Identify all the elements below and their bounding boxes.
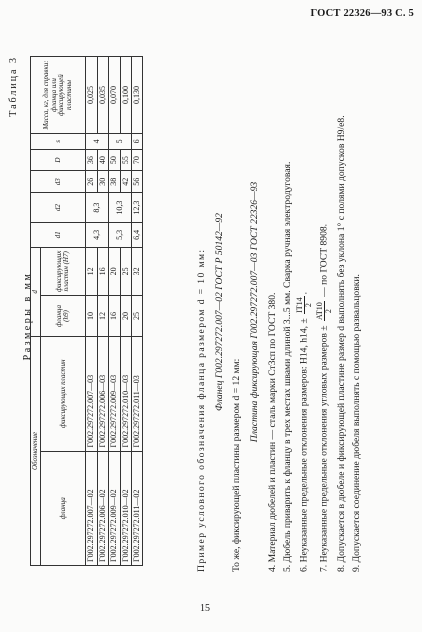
note-item-6-pm: ± — [298, 318, 310, 324]
header-d-flange: фланца (h9) — [41, 296, 86, 337]
cell-mass: 0,070 — [109, 57, 120, 134]
cell-d1: 5,3 — [109, 223, 132, 247]
note-item-7-end: — по ГОСТ 8908. — [318, 223, 330, 297]
cell-d-flange: 25 — [131, 296, 142, 337]
header-designation: Обозначение — [31, 337, 41, 566]
cell-flange: Г002.297272.009—02 — [109, 451, 120, 565]
note-item-7 — [316, 52, 333, 572]
table-row — [120, 57, 131, 566]
sizes-table — [30, 56, 143, 566]
fraction-denominator: 2 — [324, 309, 334, 314]
cell-d-flange: 20 — [120, 296, 131, 337]
cell-d3: 38 — [109, 171, 120, 193]
cell-s: 6 — [131, 134, 142, 150]
cell-mass: 0,035 — [97, 57, 108, 134]
cell-flange: Г002.297272.011—02 — [131, 451, 142, 565]
cell-d-fixing: 25 — [120, 247, 131, 295]
cell-d-fixing: 12 — [86, 247, 97, 295]
header-fixing: фиксирующих пластин — [41, 337, 86, 451]
cell-d-fixing: 20 — [109, 247, 120, 295]
header-text: ГОСТ 22326—93 С. 5 — [310, 8, 414, 19]
note-item-7-pm: ± — [318, 325, 330, 331]
cell-mass: 0,025 — [86, 57, 97, 134]
cell-s: 4 — [86, 134, 109, 150]
example-intro: Пример условного обозначения фланца размером d = 10 мм: — [196, 248, 207, 572]
cell-fixing: Г002.297272.006—03 — [97, 337, 108, 451]
note-item-7-fraction — [316, 301, 333, 321]
cell-fixing: Г002.297272.007—03 — [86, 337, 97, 451]
cell-d-fixing: 32 — [131, 247, 142, 295]
example-plate: Пластина фиксирующая Г002.297272.007—03 ГОСТ 22326—93 — [249, 181, 261, 443]
cell-fixing: Г002.297272.010—03 — [120, 337, 131, 451]
cell-d-flange: 10 — [86, 296, 97, 337]
cell-d3: 30 — [97, 171, 108, 193]
header-d2: d2 — [31, 192, 86, 222]
cell-d3: 42 — [120, 171, 131, 193]
sizes-label: Размеры в мм — [22, 271, 33, 361]
note-item-7-text: 7. Неуказанные предельные отклонения угловых размеров — [318, 333, 330, 572]
cell-d-flange: 16 — [109, 296, 120, 337]
cell-flange: Г002.297272.010—02 — [120, 451, 131, 565]
cell-d-fixing: 16 — [97, 247, 108, 295]
cell-flange: Г002.297272.007—02 — [86, 451, 97, 565]
cell-D: 50 — [109, 149, 120, 171]
header-d1: d1 — [31, 223, 86, 247]
cell-D: 36 — [86, 149, 97, 171]
cell-mass: 0,100 — [120, 57, 131, 134]
cell-D: 40 — [97, 149, 108, 171]
header-d3: d3 — [31, 171, 86, 193]
header-mass: Масса, кг, для справки: фланца или фиксирующей пластины — [31, 57, 86, 134]
table-row — [109, 57, 120, 566]
note-item-6-fraction — [296, 296, 313, 314]
cell-flange: Г002.297272.006—02 — [97, 451, 108, 565]
cell-d3: 56 — [131, 171, 142, 193]
header-d-fixing: фиксирующих пластин (H7) — [41, 247, 86, 295]
fraction-numerator: AT10 — [315, 302, 325, 321]
table-label: Таблица 3 — [8, 56, 19, 117]
fraction-denominator: 2 — [304, 303, 314, 308]
table-row — [97, 57, 108, 566]
note-item-6-end: . — [298, 291, 310, 295]
table-row — [131, 57, 142, 566]
note-item-9: 9. Допускается соединение дюбеля выполнять с помощью развальцовки. — [350, 274, 362, 572]
header-d-group: d — [31, 247, 41, 336]
cell-s: 5 — [109, 134, 132, 150]
cell-fixing: Г002.297272.009—03 — [109, 337, 120, 451]
fraction-numerator: IT14 — [295, 297, 305, 313]
note-item-6 — [296, 52, 313, 572]
cell-d1: 4,3 — [86, 223, 109, 247]
cell-d2: 8,3 — [86, 192, 109, 222]
note-item-8: 8. Допускается в дюбеле и фиксирующей пластине размер d выполнять без уклона 1° с полями допусков H9/e8. — [336, 115, 348, 572]
cell-mass: 0,130 — [131, 57, 142, 134]
notes-block — [196, 52, 366, 572]
header-flange: фланца — [41, 451, 86, 565]
cell-D: 55 — [120, 149, 131, 171]
page-number: 15 — [200, 603, 210, 614]
note-item-5: 5. Дюбель приварить к фланцу в трех местах швами длиной 3...5 мм. Сварка ручная электродуговая. — [281, 161, 293, 572]
header-s: s — [31, 134, 86, 150]
header-D: D — [31, 149, 86, 171]
example-same: То же, фиксирующей пластины размером d = 12 мм: — [231, 358, 243, 572]
cell-d2: 10,3 — [109, 192, 132, 222]
cell-d3: 26 — [86, 171, 97, 193]
cell-D: 70 — [131, 149, 142, 171]
cell-d1: 6,4 — [131, 223, 142, 247]
table-row — [86, 57, 97, 566]
cell-d-flange: 12 — [97, 296, 108, 337]
note-item-4: 4. Материал дюбелей и пластин — сталь марки Ст3сп по ГОСТ 380. — [266, 292, 278, 572]
note-item-6-text: 6. Неуказанные предельные отклонения размеров: H14, h14, — [298, 325, 310, 572]
cell-d2: 12,3 — [131, 192, 142, 222]
cell-fixing: Г002.297272.011—03 — [131, 337, 142, 451]
example-flange: Фланец Г002.297272.007—02 ГОСТ Р 50142—92 — [213, 213, 225, 411]
